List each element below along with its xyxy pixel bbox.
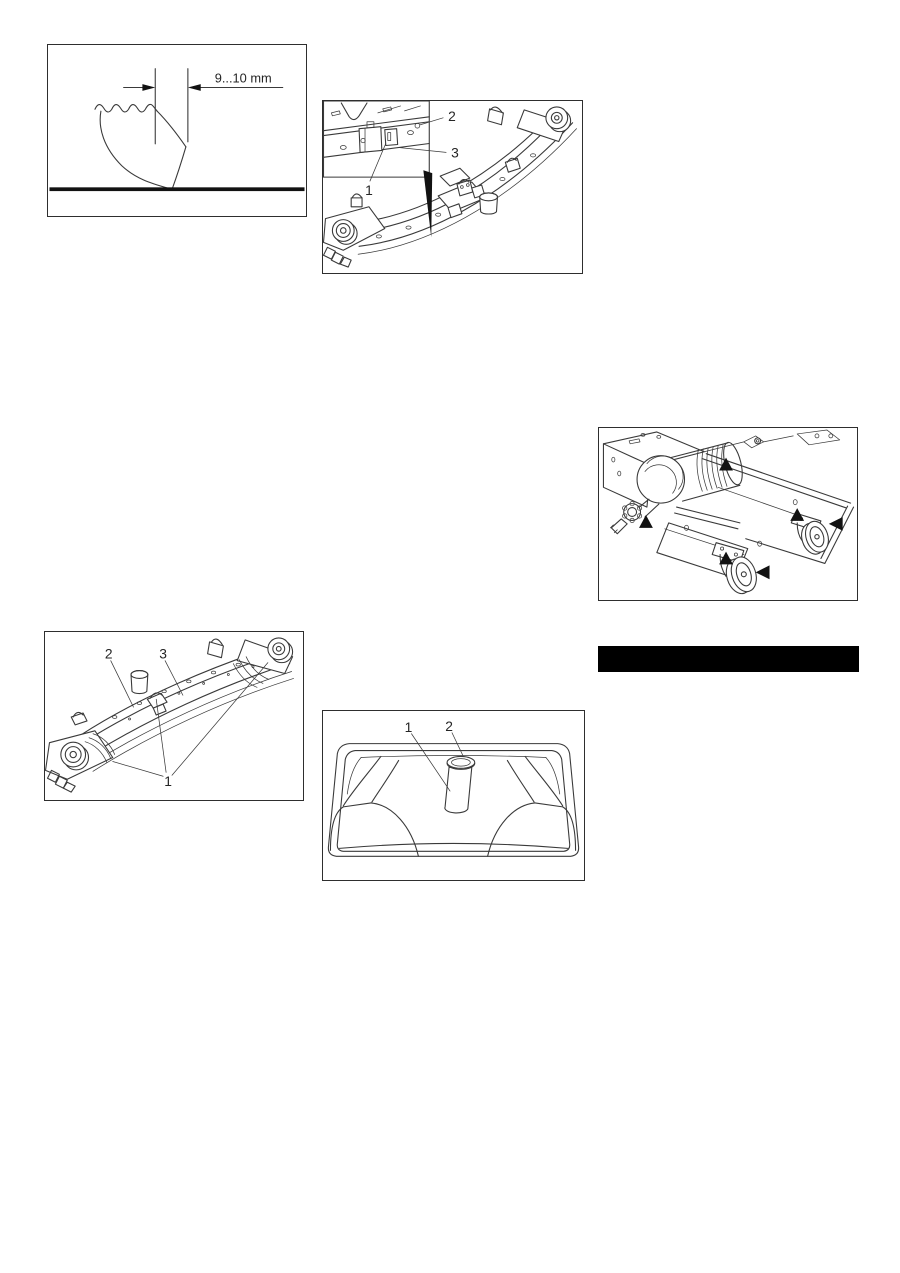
figure-squeegee-clamp — [322, 100, 583, 274]
callout-2: 2 — [104, 645, 113, 662]
underside-drawing — [599, 428, 857, 600]
redacted-section-bar — [598, 646, 859, 672]
callout-1: 1 — [164, 773, 172, 790]
squeegee-assembly-drawing — [45, 632, 303, 800]
callout-2: 2 — [448, 107, 456, 124]
marker-triangle-icon — [790, 508, 804, 521]
callout-1: 1 — [365, 181, 373, 198]
dimension-label: 9...10 mm — [214, 70, 272, 86]
blade-gap-drawing — [48, 45, 306, 216]
marker-triangle-icon — [719, 458, 733, 471]
callout-3: 3 — [159, 645, 167, 662]
arrowhead-left-icon — [188, 84, 201, 91]
squeegee-clamp-drawing — [323, 101, 582, 273]
callout-1: 1 — [404, 718, 413, 735]
figure-underside-lubrication — [598, 427, 858, 601]
floor-line — [49, 187, 304, 191]
callout-3: 3 — [451, 144, 459, 161]
marker-triangle-icon — [756, 565, 770, 579]
figure-tank-strainer — [322, 710, 585, 881]
callout-2: 2 — [445, 717, 453, 734]
figure-blade-gap — [47, 44, 307, 217]
figure-squeegee-assembly — [44, 631, 304, 801]
arrowhead-right-icon — [142, 84, 155, 91]
tank-strainer-drawing — [323, 711, 584, 880]
